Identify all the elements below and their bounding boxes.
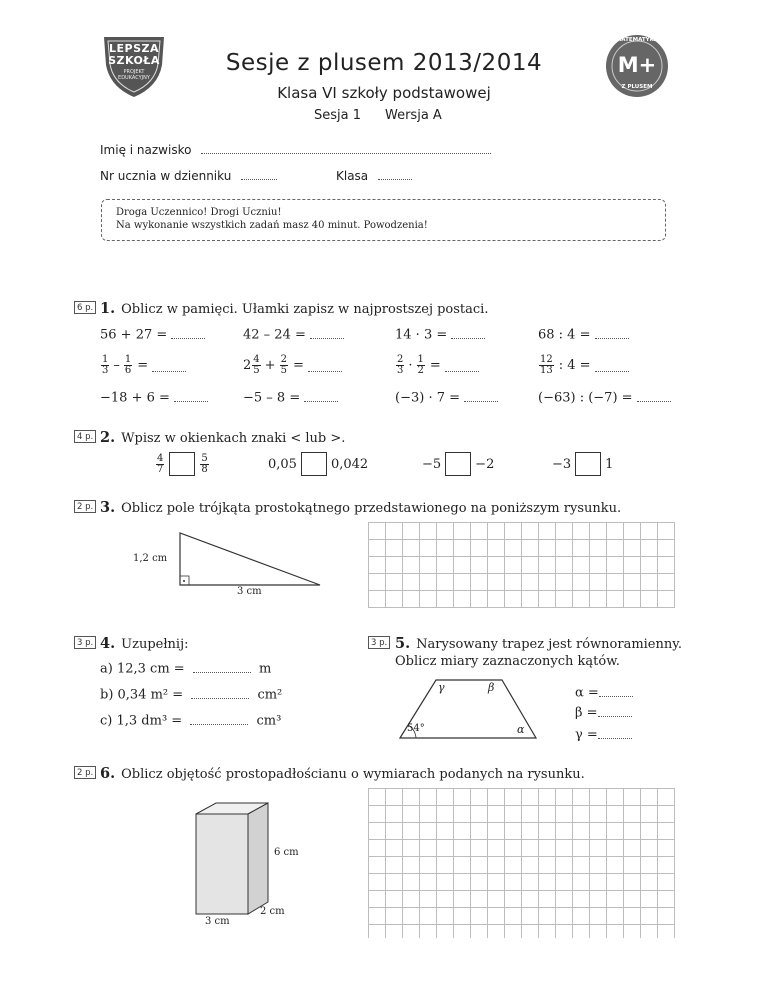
version-label: Wersja A	[385, 108, 442, 123]
number-field[interactable]	[100, 168, 277, 183]
q1-task-10	[243, 389, 338, 406]
page-title: Sesje z plusem 2013/2014	[225, 50, 543, 76]
q2-compare-3	[422, 452, 494, 476]
logo-line3: PROJEKT	[123, 69, 145, 75]
class-dotted-line[interactable]	[378, 168, 412, 180]
logo-line4: EDUKACYJNY	[118, 75, 150, 81]
answer-blank[interactable]	[310, 326, 344, 339]
q1-number: 1.	[100, 300, 116, 317]
angle-alpha: α	[517, 723, 525, 736]
page-subtitle: Klasa VI szkoły podstawowej	[277, 84, 491, 102]
q1-expr-11: (−3) · 7 =	[395, 390, 460, 406]
answer-blank[interactable]	[304, 389, 338, 402]
equals: =	[292, 358, 304, 373]
fraction: $\frac{12}{13}$	[540, 354, 553, 376]
fraction: $\frac{4}{7}$	[157, 452, 164, 475]
q5-text-2: Oblicz miary zaznaczonych kątów.	[395, 654, 620, 669]
triangle-figure	[175, 530, 325, 594]
angle-beta: β	[488, 681, 495, 694]
right-value: 1	[605, 456, 614, 472]
q4c-unit: cm³	[256, 713, 282, 729]
q5-heading	[395, 633, 682, 652]
answer-blank[interactable]	[595, 326, 629, 339]
q6-heading	[100, 763, 585, 782]
q3-text: Oblicz pole trójkąta prostokątnego przedstawionego na poniższym rysunku.	[121, 501, 622, 516]
session-label: Sesja 1	[314, 108, 362, 123]
q1-task-11	[395, 389, 498, 406]
left-value: −3	[552, 456, 572, 472]
q4-task-b	[100, 686, 282, 703]
logo-mark: M+	[617, 53, 657, 77]
q6-number: 6.	[100, 765, 116, 782]
answer-blank[interactable]	[598, 704, 632, 717]
beta-label: β =	[575, 705, 598, 721]
left-value: −5	[422, 456, 442, 472]
q1-task-9	[100, 389, 208, 406]
q1-expr-12: (−63) : (−7) =	[538, 390, 633, 406]
q1-task-6	[243, 355, 342, 376]
q4a-label: a) 12,3 cm =	[100, 661, 185, 677]
name-label: Imię i nazwisko	[100, 142, 192, 157]
answer-blank[interactable]	[191, 686, 249, 699]
q1-task-3	[395, 326, 485, 343]
number-label: Nr ucznia w dzienniku	[100, 168, 232, 183]
answer-blank[interactable]	[599, 684, 633, 697]
answer-blank[interactable]	[445, 359, 479, 372]
logo-line2: SZKOŁA	[108, 54, 160, 67]
q1-expr-3: 14 · 3 =	[395, 327, 448, 343]
q4-text: Uzupełnij:	[121, 637, 189, 652]
q4-number: 4.	[100, 635, 116, 652]
answer-blank[interactable]	[152, 359, 186, 372]
q2-compare-4	[552, 452, 613, 476]
logo-bottom-text: Z PLUSEM	[621, 84, 653, 90]
cuboid-depth: 2 cm	[260, 906, 285, 917]
q5-answer-beta	[575, 704, 632, 721]
q2-points: 4 p.	[74, 430, 96, 443]
right-value: −2	[475, 456, 495, 472]
equals: =	[429, 358, 441, 373]
q4-points: 3 p.	[74, 636, 96, 649]
answer-blank[interactable]	[308, 359, 342, 372]
logo-line1: LEPSZA	[109, 42, 159, 55]
cuboid-width: 3 cm	[205, 916, 230, 927]
q4-task-a	[100, 660, 271, 677]
q1-text: Oblicz w pamięci. Ułamki zapisz w najprostszej postaci.	[121, 302, 489, 317]
name-dotted-line[interactable]	[201, 142, 491, 154]
operator: : 4 =	[558, 358, 591, 373]
q1-expr-4: 68 : 4 =	[538, 327, 591, 343]
gamma-label: γ =	[575, 727, 598, 743]
q6-points: 2 p.	[74, 766, 96, 779]
q3-number: 3.	[100, 499, 116, 516]
q1-expr-1: 56 + 27 =	[100, 327, 168, 343]
q3-heading	[100, 497, 621, 516]
q1-task-5	[100, 355, 186, 376]
q1-heading	[100, 298, 488, 317]
fraction: $\frac{5}{8}$	[201, 452, 208, 475]
q1-task-4	[538, 326, 629, 343]
q5-number: 5.	[395, 635, 411, 652]
fraction: $\frac{2}{3}$	[397, 354, 404, 376]
equals: =	[137, 358, 149, 373]
class-field[interactable]	[336, 168, 412, 183]
operator: ·	[408, 358, 413, 373]
note-line1: Droga Uczennico! Drogi Uczniu!	[116, 207, 282, 218]
answer-blank[interactable]	[464, 389, 498, 402]
angle-54: 54°	[407, 723, 425, 734]
q3-points: 2 p.	[74, 500, 96, 513]
q1-expr-9: −18 + 6 =	[100, 390, 170, 406]
q1-task-8	[538, 355, 629, 376]
answer-blank[interactable]	[637, 389, 671, 402]
operator: –	[113, 358, 120, 373]
q1-expr-10: −5 – 8 =	[243, 390, 301, 406]
q4-heading	[100, 633, 189, 652]
answer-blank[interactable]	[451, 326, 485, 339]
answer-blank[interactable]	[190, 712, 248, 725]
triangle-side-b: 3 cm	[237, 586, 262, 597]
q2-heading	[100, 427, 345, 446]
fraction: $\frac{1}{3}$	[102, 354, 109, 376]
q3-answer-grid[interactable]	[368, 522, 675, 608]
q6-text: Oblicz objętość prostopadłościanu o wymiarach podanych na rysunku.	[121, 767, 585, 782]
class-label: Klasa	[336, 168, 369, 183]
cuboid-figure	[194, 802, 274, 922]
fraction: $\frac{1}{2}$	[417, 354, 424, 376]
comparison-box[interactable]	[575, 452, 601, 476]
q4b-unit: cm²	[257, 687, 283, 703]
note-box	[101, 199, 666, 241]
answer-blank[interactable]	[193, 660, 251, 673]
q1-task-12	[538, 389, 671, 406]
q1-points: 6 p.	[74, 301, 96, 314]
operator: +	[264, 358, 276, 373]
comparison-box[interactable]	[169, 452, 195, 476]
q1-expr-2: 42 – 24 =	[243, 327, 306, 343]
fraction: $\frac{2}{5}$	[280, 354, 287, 376]
q5-answer-alpha	[575, 684, 633, 701]
cuboid-height: 6 cm	[274, 847, 299, 858]
fraction: $\frac{4}{5}$	[253, 354, 260, 376]
q2-text: Wpisz w okienkach znaki < lub >.	[121, 431, 346, 446]
angle-gamma: γ	[438, 681, 445, 694]
name-field[interactable]	[100, 142, 491, 157]
q5-text-1: Narysowany trapez jest równoramienny.	[416, 637, 682, 652]
alpha-label: α =	[575, 685, 599, 701]
q4-task-c	[100, 712, 281, 729]
answer-blank[interactable]	[171, 326, 205, 339]
q5-points: 3 p.	[368, 636, 390, 649]
number-dotted-line[interactable]	[241, 168, 277, 180]
fraction: $\frac{1}{6}$	[124, 354, 132, 376]
logo-top-text: MATEMATYKA	[615, 37, 659, 43]
q4a-unit: m	[258, 661, 272, 677]
triangle-side-a: 1,2 cm	[133, 553, 168, 564]
comparison-box[interactable]	[445, 452, 471, 476]
comparison-box[interactable]	[301, 452, 327, 476]
q5-answer-gamma	[575, 726, 632, 743]
q1-task-2	[243, 326, 344, 343]
left-value: 0,05	[268, 456, 297, 472]
answer-blank[interactable]	[598, 726, 632, 739]
q4b-label: b) 0,34 m² =	[100, 687, 184, 703]
answer-blank[interactable]	[595, 359, 629, 372]
answer-blank[interactable]	[174, 389, 208, 402]
q1-task-7	[395, 355, 479, 376]
note-line2: Na wykonanie wszystkich zadań masz 40 minut. Powodzenia!	[116, 220, 428, 231]
right-value: 0,042	[330, 456, 369, 472]
q4c-label: c) 1,3 dm³ =	[100, 713, 183, 729]
q2-compare-1	[155, 452, 210, 476]
q6-answer-grid[interactable]	[368, 788, 675, 938]
q1-task-1	[100, 326, 205, 343]
whole-number: 2	[243, 358, 252, 373]
q2-number: 2.	[100, 429, 116, 446]
q2-compare-2	[268, 452, 368, 476]
